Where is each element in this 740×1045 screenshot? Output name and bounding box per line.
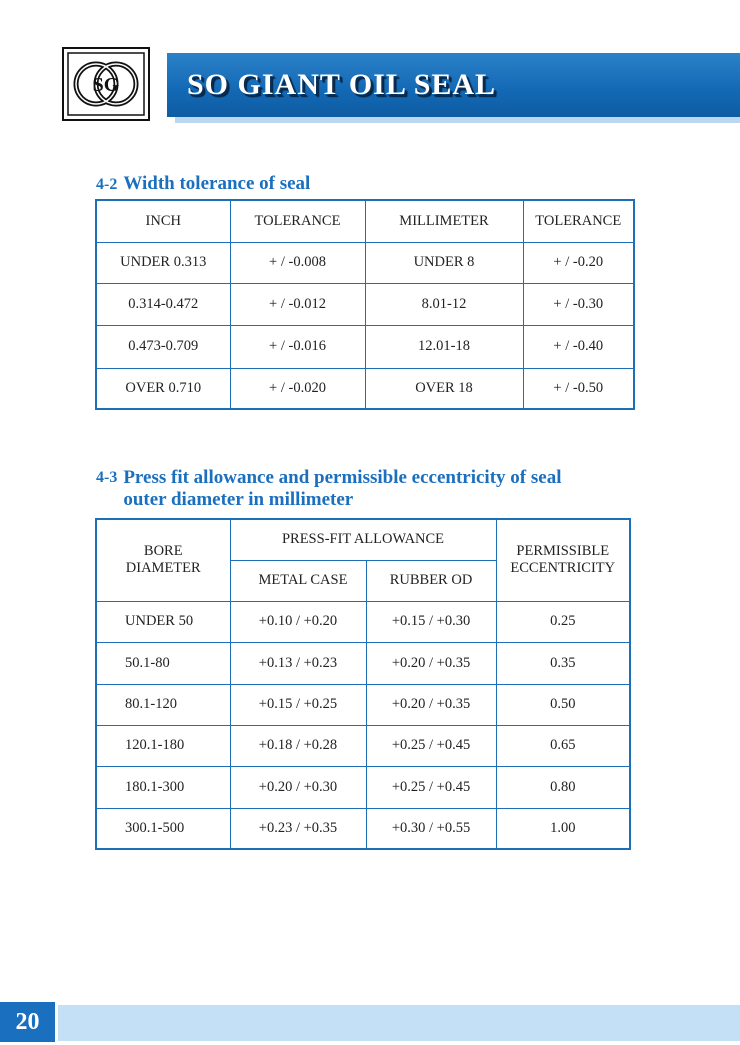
section-4-3-heading (96, 467, 561, 511)
cell-tolerance: + / -0.020 (230, 368, 365, 409)
cell-eccentricity: 0.80 (496, 766, 630, 808)
cell-tolerance: + / -0.50 (523, 368, 634, 409)
cell-rubber-od: +0.15 / +0.30 (366, 601, 496, 642)
cell-mm: OVER 18 (365, 368, 523, 409)
cell-metal-case: +0.18 / +0.28 (230, 725, 366, 766)
cell-eccentricity: 0.35 (496, 642, 630, 684)
company-logo (62, 47, 150, 121)
cell-rubber-od: +0.20 / +0.35 (366, 642, 496, 684)
header-bore-line1: BORE (143, 543, 183, 560)
header-rubber-od: RUBBER OD (366, 560, 496, 601)
cell-mm: UNDER 8 (365, 242, 523, 283)
cell-tolerance: + / -0.016 (230, 325, 365, 368)
header-bore-line2: DIAMETER (125, 560, 201, 577)
header-inch: INCH (96, 200, 230, 242)
cell-tolerance: + / -0.30 (523, 283, 634, 325)
table-row (96, 766, 630, 808)
width-tolerance-table (95, 199, 635, 410)
header-metal-case: METAL CASE (230, 560, 366, 601)
section-number: 4-2 (96, 176, 118, 193)
cell-eccentricity: 0.25 (496, 601, 630, 642)
cell-bore: 300.1-500 (96, 808, 230, 849)
header-permissible-eccentricity (496, 519, 630, 601)
cell-inch: UNDER 0.313 (96, 242, 230, 283)
table-header-row (96, 519, 630, 560)
cell-rubber-od: +0.25 / +0.45 (366, 766, 496, 808)
cell-bore: 50.1-80 (96, 642, 230, 684)
cell-inch: 0.473-0.709 (96, 325, 230, 368)
table-row (96, 368, 634, 409)
table-row (96, 725, 630, 766)
cell-inch: OVER 0.710 (96, 368, 230, 409)
cell-tolerance: + / -0.012 (230, 283, 365, 325)
cell-bore: UNDER 50 (96, 601, 230, 642)
page-number: 20 (0, 1002, 55, 1042)
cell-metal-case: +0.10 / +0.20 (230, 601, 366, 642)
table-row (96, 808, 630, 849)
title-banner (167, 53, 740, 117)
header-perm-line1: PERMISSIBLE (516, 543, 610, 560)
header-millimeter: MILLIMETER (365, 200, 523, 242)
cell-eccentricity: 0.65 (496, 725, 630, 766)
cell-eccentricity: 0.50 (496, 684, 630, 725)
table-row (96, 242, 634, 283)
section-number: 4-3 (96, 469, 118, 486)
cell-metal-case: +0.23 / +0.35 (230, 808, 366, 849)
cell-mm: 12.01-18 (365, 325, 523, 368)
cell-mm: 8.01-12 (365, 283, 523, 325)
banner-bar (167, 53, 740, 117)
press-fit-table (95, 518, 631, 850)
section-4-2-heading (96, 173, 310, 196)
cell-eccentricity: 1.00 (496, 808, 630, 849)
cell-rubber-od: +0.20 / +0.35 (366, 684, 496, 725)
header-press-fit-allowance: PRESS-FIT ALLOWANCE (230, 519, 496, 560)
section-title: Width tolerance of seal (123, 173, 311, 194)
cell-bore: 80.1-120 (96, 684, 230, 725)
table-header-row (96, 200, 634, 242)
cell-metal-case: +0.15 / +0.25 (230, 684, 366, 725)
page-title: SO GIANT OIL SEAL (187, 68, 497, 101)
cell-tolerance: + / -0.20 (523, 242, 634, 283)
cell-tolerance: + / -0.40 (523, 325, 634, 368)
footer-bar (58, 1005, 740, 1041)
cell-metal-case: +0.20 / +0.30 (230, 766, 366, 808)
cell-rubber-od: +0.25 / +0.45 (366, 725, 496, 766)
section-title-line2: outer diameter in millimeter (123, 489, 354, 510)
logo-text: SG (92, 74, 120, 96)
cell-rubber-od: +0.30 / +0.55 (366, 808, 496, 849)
cell-bore: 180.1-300 (96, 766, 230, 808)
cell-metal-case: +0.13 / +0.23 (230, 642, 366, 684)
header-bore-diameter (96, 519, 230, 601)
cell-bore: 120.1-180 (96, 725, 230, 766)
table-row (96, 283, 634, 325)
cell-tolerance: + / -0.008 (230, 242, 365, 283)
header-tolerance-inch: TOLERANCE (230, 200, 365, 242)
cell-inch: 0.314-0.472 (96, 283, 230, 325)
table-row (96, 642, 630, 684)
header-perm-line2: ECCENTRICITY (510, 560, 616, 577)
section-title-line1: Press fit allowance and permissible eccentricity of seal (123, 467, 562, 488)
table-row (96, 684, 630, 725)
sg-logo-icon (62, 47, 150, 121)
table-row (96, 601, 630, 642)
header-tolerance-mm: TOLERANCE (523, 200, 634, 242)
table-row (96, 325, 634, 368)
